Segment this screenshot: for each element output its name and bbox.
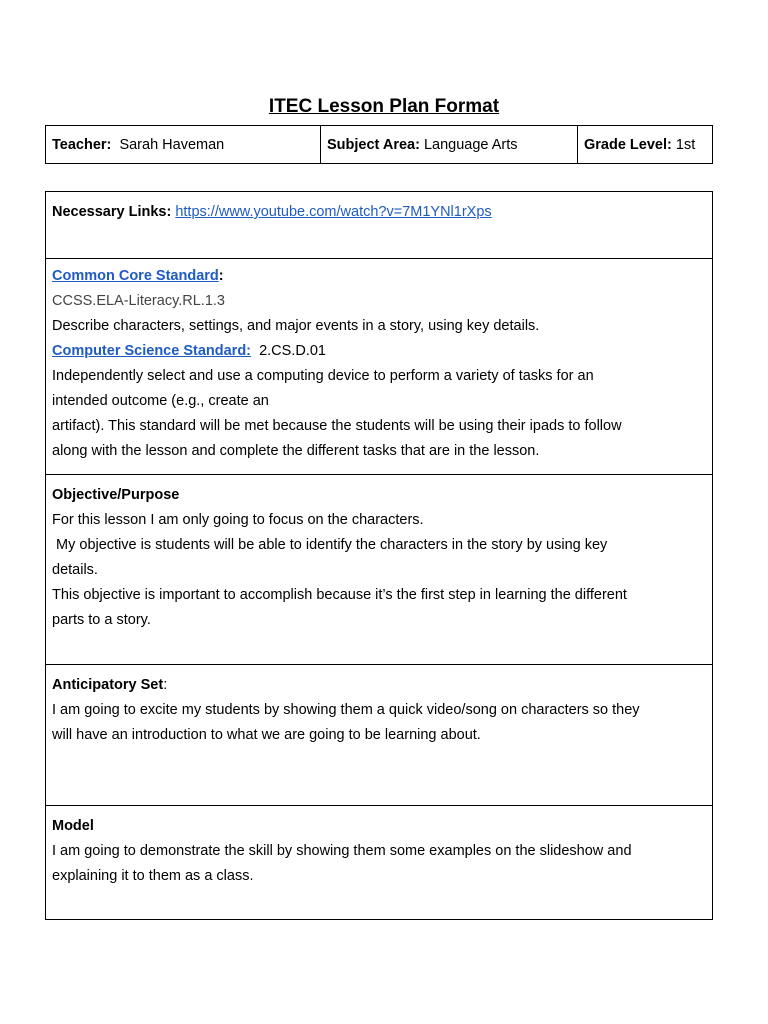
objective-line-3: details.: [52, 562, 98, 578]
teacher-value: Sarah Haveman: [119, 136, 225, 153]
anticipatory-heading-line: [52, 673, 706, 698]
youtube-link[interactable]: https://www.youtube.com/watch?v=7M1YNl1rXps: [175, 204, 492, 220]
computer-science-standard-link[interactable]: Computer Science Standard:: [52, 343, 252, 359]
cs-text-line-1: Independently select and use a computing device to perform a variety of tasks for an: [52, 368, 594, 384]
teacher-cell: [46, 126, 320, 163]
lesson-plan-table: [45, 191, 713, 920]
teacher-label: Teacher:: [52, 136, 112, 153]
common-core-colon: :: [218, 268, 224, 284]
model-heading: Model: [52, 818, 94, 834]
common-core-text: Describe characters, settings, and major events in a story, using key details.: [52, 318, 540, 334]
model-line-1: I am going to demonstrate the skill by showing them some examples on the slideshow and: [52, 843, 632, 859]
cs-heading-line: [52, 339, 706, 364]
model-line-2: explaining it to them as a class.: [52, 868, 254, 884]
common-core-standard-link[interactable]: Common Core Standard: [52, 268, 219, 284]
objective-line-1: For this lesson I am only going to focus on the characters.: [52, 512, 424, 528]
subject-label: Subject Area:: [327, 136, 420, 153]
grade-label: Grade Level:: [584, 136, 672, 153]
cs-code: 2.CS.D.01: [259, 343, 326, 359]
grade-value: 1st: [675, 136, 696, 153]
anticipatory-colon: :: [163, 677, 168, 693]
objective-line-5: parts to a story.: [52, 612, 151, 628]
links-row: [46, 192, 712, 258]
objective-line-4: This objective is important to accomplish because it’s the first step in learning the different: [52, 587, 627, 603]
page-title: ITEC Lesson Plan Format: [268, 96, 500, 117]
subject-cell: [320, 126, 577, 163]
objective-heading: Objective/Purpose: [52, 487, 180, 503]
cs-text-line-3: artifact). This standard will be met because the students will be using their ipads to follow: [52, 418, 622, 434]
objective-line-2: My objective is students will be able to identify the characters in the story by using key: [52, 537, 608, 553]
links-label: Necessary Links:: [52, 204, 172, 220]
cs-text-line-4: along with the lesson and complete the different tasks that are in the lesson.: [52, 443, 540, 459]
anticipatory-set-row: [46, 664, 712, 805]
anticipatory-line-1: I am going to excite my students by showing them a quick video/song on characters so they: [52, 702, 640, 718]
standards-row: [46, 258, 712, 474]
common-core-code: CCSS.ELA-Literacy.RL.1.3: [52, 293, 225, 309]
objective-row: [46, 474, 712, 664]
cs-text-line-2: intended outcome (e.g., create an: [52, 393, 269, 409]
header-table: [45, 125, 713, 164]
subject-value: Language Arts: [423, 136, 518, 153]
model-row: [46, 805, 712, 921]
anticipatory-line-2: will have an introduction to what we are going to be learning about.: [52, 727, 481, 743]
anticipatory-heading: Anticipatory Set: [52, 677, 164, 693]
common-core-heading-line: [52, 264, 706, 289]
grade-cell: [577, 126, 712, 163]
